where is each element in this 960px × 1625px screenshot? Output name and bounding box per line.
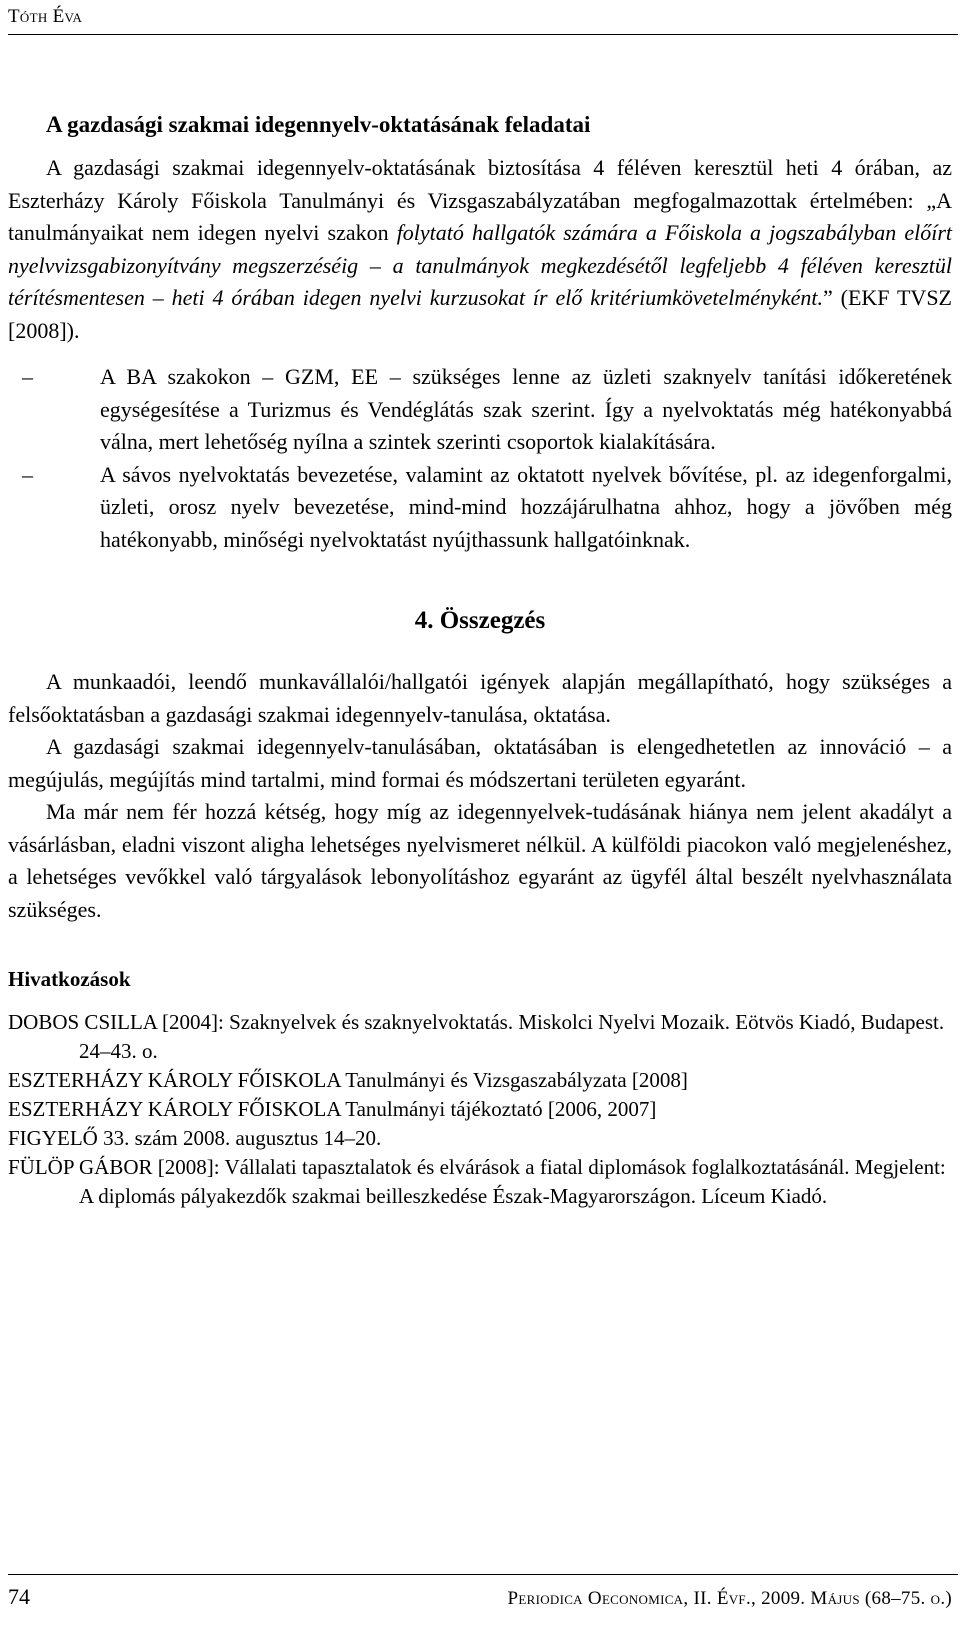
page-body [8, 108, 952, 1211]
reference-entry: DOBOS CSILLA [2004]: Szaknyelvek és szaknyelvoktatás. Miskolci Nyelvi Mozaik. Eötvös Kiadó, Budapest. 24–43. o. [8, 1010, 945, 1063]
page-number: 74 [8, 1584, 30, 1609]
footer-rule [8, 1574, 958, 1575]
summary-paragraph: A munkaadói, leendő munkavállalói/hallgatói igények alapján megállapítható, hogy szükséges a felsőoktatásban a gazdasági szakmai idegennyelv-tanulása, oktatása. [8, 669, 952, 727]
intro-quote-italic: folytató hallgatók számára a Főiskola a jogszabályban előírt nyelvvizsgabizonyítvány megszerzéséig – a tanulmányok megkezdésétől legfeljebb 4 féléven keresztül térítésmentesen – heti 4 órában idegen nyelvi kurzusokat ír elő kritériumkövetelményként. [8, 220, 952, 310]
list-item [8, 361, 952, 459]
summary-paragraph: A gazdasági szakmai idegennyelv-tanulásában, oktatásában is elengedhetetlen az innováció – a megújulás, megújítás mind tartalmi, mind formai és módszertani területen egyaránt. [8, 734, 952, 792]
reference-entry: FÜLÖP GÁBOR [2008]: Vállalati tapasztalatok és elvárások a fiatal diplomások foglalkoztatásánál. Megjelent: A diplomás pályakezdők szakmai beilleszkedése Észak-Magyarországon. Líceum Kiadó. [8, 1155, 946, 1208]
reference-entry: ESZTERHÁZY KÁROLY FŐISKOLA Tanulmányi és Vizsgaszabályzata [2008] [8, 1068, 688, 1092]
list-item-text: A sávos nyelvoktatás bevezetése, valamint az oktatott nyelvek bővítése, pl. az idegenforgalmi, üzleti, orosz nyelv bevezetése, mind-mind hozzájárulhatna ahhoz, hogy a jövőben még hatékonyabb, minőségi nyelvoktatást nyújthassunk hallgatóinknak. [100, 461, 952, 552]
chapter-title: 4. Összegzés [414, 607, 546, 634]
summary-paragraph: Ma már nem fér hozzá kétség, hogy míg az idegennyelvek-tudásának hiánya nem jelent akadályt a vásárlásban, eladni viszont aligha lehetséges nyelvismeret nélkül. A külföldi piacokon való megjelenéshez, a lehetséges vevőkkel való tárgyalások lebonyolításhoz egyaránt az ügyfél által beszélt nyelvhasználata szükséges. [8, 799, 952, 922]
intro-tail: ” (EKF TVSZ [2008]). [8, 285, 952, 343]
reference-entry: ESZTERHÁZY KÁROLY FŐISKOLA Tanulmányi tájékoztató [2006, 2007] [8, 1097, 657, 1121]
dash-marker: – [22, 461, 33, 487]
dash-marker: – [22, 364, 33, 389]
references-title: Hivatkozások [8, 967, 131, 991]
journal-footer: Periodica Oeconomica, II. Évf., 2009. Május (68–75. o.) [507, 1588, 952, 1609]
list-item [8, 459, 952, 557]
proposal-list [8, 361, 952, 556]
intro-quote-plain: A tanulmányaikat nem idegen nyelvi szakon [8, 187, 952, 245]
list-item-text: A BA szakokon – GZM, EE – szükséges lenne az üzleti szaknyelv tanítási időkeretének egységesítése a Turizmus és Vendéglátás szak szerint. Így a nyelvoktatás még hatékonyabbá válna, mert lehetőség nyílna a szintek szerinti csoportok kialakítására. [100, 364, 952, 454]
reference-entry: FIGYELŐ 33. szám 2008. augusztus 14–20. [8, 1126, 382, 1150]
section-title: A gazdasági szakmai idegennyelv-oktatásának feladatai [46, 112, 591, 137]
running-head-author: Tóth Éva [8, 6, 83, 27]
intro-lead: A gazdasági szakmai idegennyelv-oktatásának biztosítása 4 féléven keresztül heti 4 órában, az Eszterházy Károly Főiskola Tanulmányi és Vizsgaszabályzatában megfogalmazottak értelmében: „ [8, 155, 952, 213]
intro-paragraph [8, 152, 952, 347]
header-rule [8, 34, 958, 35]
